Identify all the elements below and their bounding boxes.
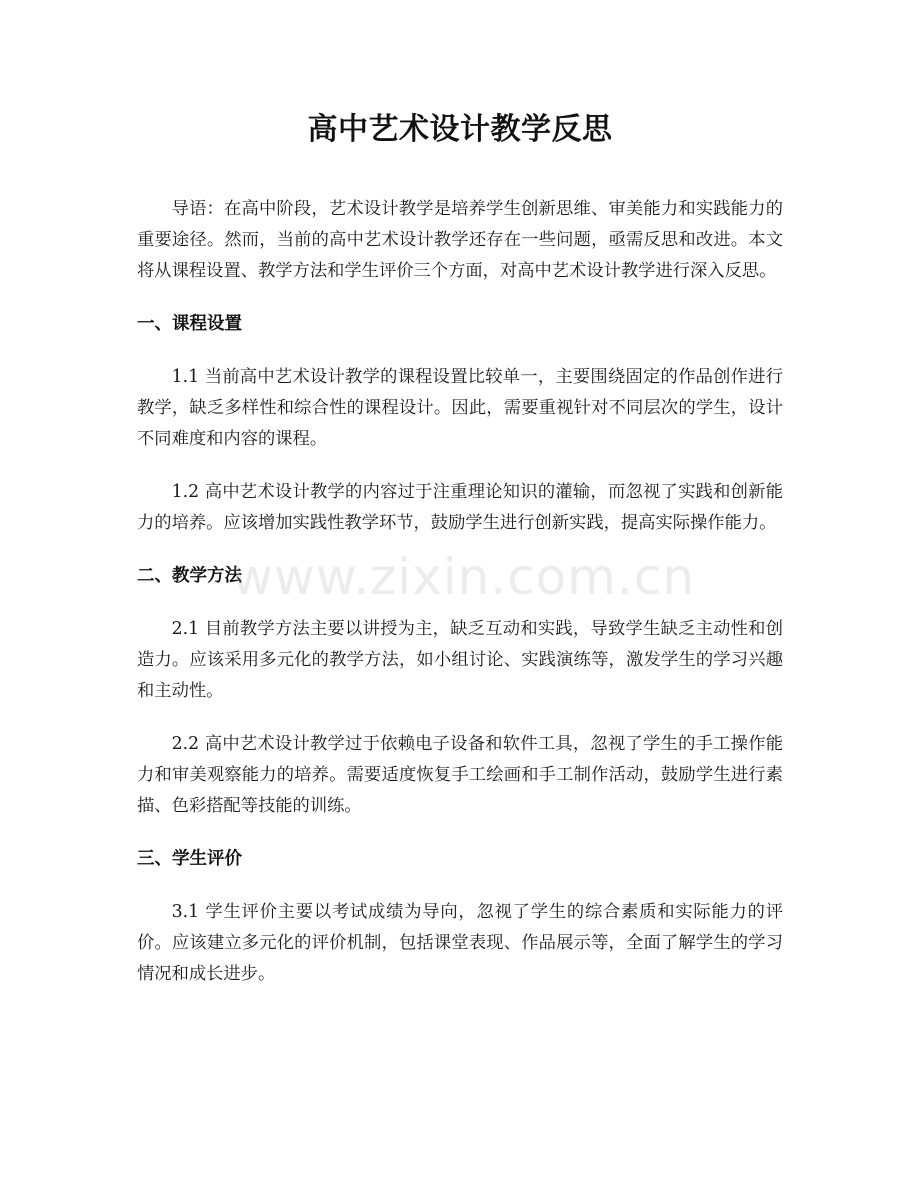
paragraph-1-1: 1.1 当前高中艺术设计教学的课程设置比较单一，主要围绕固定的作品创作进行教学，缺乏多样性和综合性的课程设计。因此，需要重视针对不同层次的学生，设计不同难度和内容的课程。 <box>137 367 783 449</box>
section-heading-curriculum: 一、课程设置 <box>137 314 242 334</box>
document-title: 高中艺术设计教学反思 <box>307 112 613 147</box>
section-heading-student-evaluation: 三、学生评价 <box>137 849 242 869</box>
paragraph-2-2: 2.2 高中艺术设计教学过于依赖电子设备和软件工具，忽视了学生的手工操作能力和审美观察能力的培养。需要适度恢复手工绘画和手工制作活动，鼓励学生进行素描、色彩搭配等技能的训练。 <box>137 734 783 816</box>
paragraph-1-2: 1.2 高中艺术设计教学的内容过于注重理论知识的灌输，而忽视了实践和创新能力的培养。应该增加实践性教学环节，鼓励学生进行创新实践，提高实际操作能力。 <box>137 482 783 533</box>
intro-paragraph: 导语：在高中阶段，艺术设计教学是培养学生创新思维、审美能力和实践能力的重要途径。然而，当前的高中艺术设计教学还存在一些问题，亟需反思和改进。本文将从课程设置、教学方法和学生评价三个方面，对高中艺术设计教学进行深入反思。 <box>137 199 783 281</box>
paragraph-2-1: 2.1 目前教学方法主要以讲授为主，缺乏互动和实践，导致学生缺乏主动性和创造力。应该采用多元化的教学方法，如小组讨论、实践演练等，激发学生的学习兴趣和主动性。 <box>137 619 783 701</box>
watermark: www.zixin.com.cn <box>232 548 696 606</box>
paragraph-3-1: 3.1 学生评价主要以考试成绩为导向，忽视了学生的综合素质和实际能力的评价。应该建立多元化的评价机制，包括课堂表现、作品展示等，全面了解学生的学习情况和成长进步。 <box>137 902 783 984</box>
section-heading-teaching-methods: 二、教学方法 <box>137 566 242 586</box>
